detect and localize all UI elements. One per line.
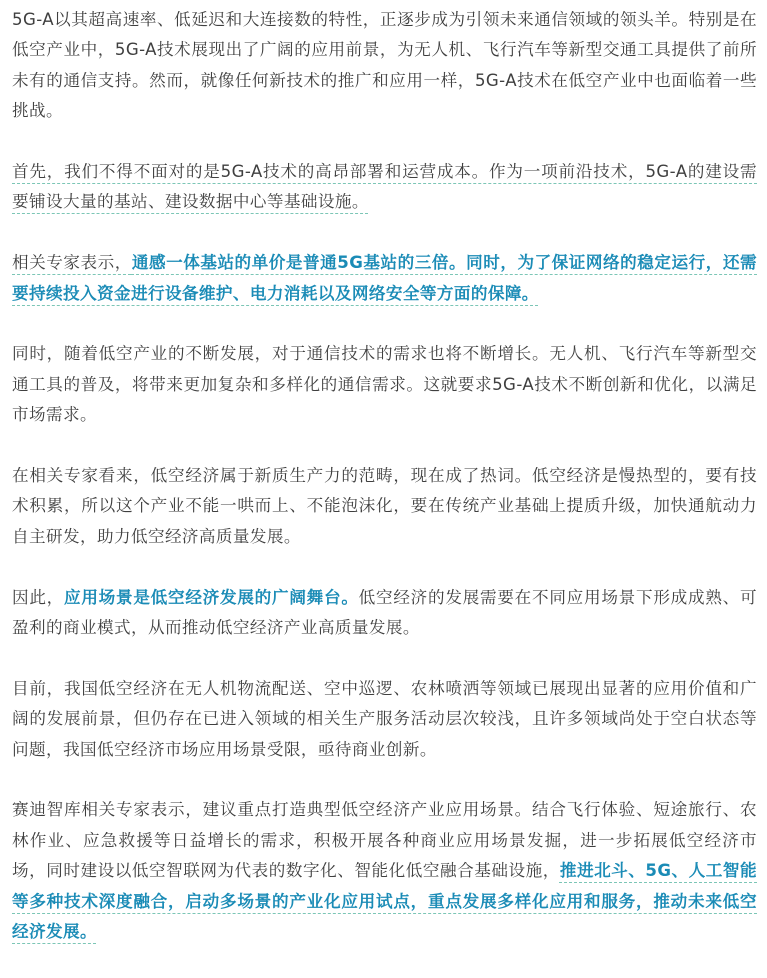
paragraph-6 <box>12 583 757 644</box>
paragraph-8-highlight: 推进北斗、5G、人工智能等多种技术深度融合，启动多场景的产业化应用试点，重点发展多样化应用和服务，推动未来低空经济发展。 <box>12 861 757 942</box>
paragraph-3-wrap <box>12 253 757 302</box>
paragraph-3 <box>12 248 757 309</box>
paragraph-6-rest: 低空经济的发展需要在不同应用场景下形成成熟、可盈利的商业模式，从而推动低空经济产业高质量发展。 <box>12 587 757 638</box>
paragraph-6-lead: 因此， <box>12 587 64 607</box>
paragraph-2 <box>12 157 757 218</box>
paragraph-8-lead: 赛迪智库相关专家表示，建议重点打造典型低空经济产业应用场景。结合飞行体验、短途旅行、农林作业、应急救援等日益增长的需求，积极开展各种商业应用场景发掘，进一步拓展低空经济市场，同时建设以低空智联网为代表的数字化、智能化低空融合基础设施， <box>12 800 757 881</box>
paragraph-8 <box>12 795 757 947</box>
paragraph-7: 目前，我国低空经济在无人机物流配送、空中巡逻、农林喷洒等领域已展现出显著的应用价值和广阔的发展前景，但仍存在已进入领域的相关生产服务活动层次较浅，且许多领域尚处于空白状态等问题，我国低空经济市场应用场景受限，亟待商业创新。 <box>12 678 757 759</box>
paragraph-3-lead: 相关专家表示， <box>12 253 132 273</box>
paragraph-2-text: 首先，我们不得不面对的是5G-A技术的高昂部署和运营成本。作为一项前沿技术，5G-A的建设需要铺设大量的基站、建设数据中心等基础设施。 <box>12 162 757 212</box>
paragraph-1: 5G-A以其超高速率、低延迟和大连接数的特性，正逐步成为引领未来通信领域的领头羊。特别是在低空产业中，5G-A技术展现出了广阔的应用前景，为无人机、飞行汽车等新型交通工具提供了前所未有的通信支持。然而，就像任何新技术的推广和应用一样，5G-A技术在低空产业中也面临着一些挑战。 <box>12 10 757 121</box>
article-body <box>12 0 757 978</box>
paragraph-6-highlight: 应用场景是低空经济发展的广阔舞台。 <box>64 587 359 607</box>
paragraph-3-highlight: 通感一体基站的单价是普通5G基站的三倍。同时，为了保证网络的稳定运行，还需要持续投入资金进行设备维护、电力消耗以及网络安全等方面的保障。 <box>12 253 757 303</box>
paragraph-5: 在相关专家看来，低空经济属于新质生产力的范畴，现在成了热词。低空经济是慢热型的，要有技术积累，所以这个产业不能一哄而上、不能泡沫化，要在传统产业基础上提质升级，加快通航动力自主研发，助力低空经济高质量发展。 <box>12 466 757 546</box>
paragraph-4: 同时，随着低空产业的不断发展，对于通信技术的需求也将不断增长。无人机、飞行汽车等新型交通工具的普及，将带来更加复杂和多样化的通信需求。这就要求5G-A技术不断创新和优化，以满足市场需求。 <box>12 344 757 425</box>
